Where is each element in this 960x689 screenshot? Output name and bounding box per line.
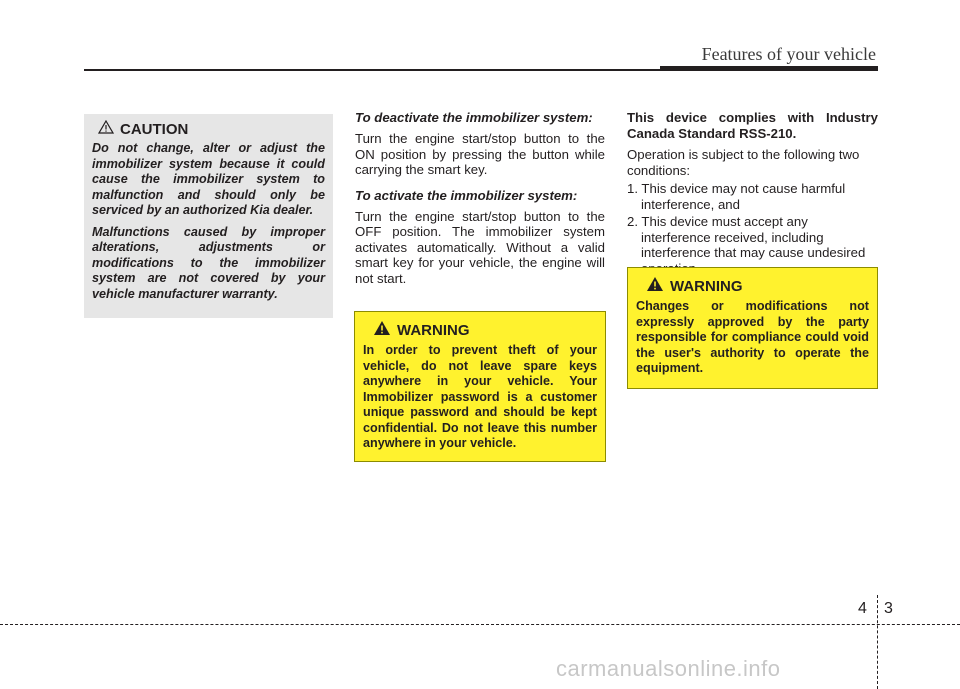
caution-paragraph-2: Malfunctions caused by improper alterations, adjustments or modifications to the immobilizer system are not covered by your vehicle manufacturer warranty. xyxy=(92,224,325,301)
warning1-text: In order to prevent theft of your vehicle, do not leave spare keys anywhere in your vehicle. Your Immobilizer password is a customer unique password and should be kept confidential. Do not leave this number anywhere in your vehicle. xyxy=(363,343,597,450)
header-rule-accent xyxy=(660,66,878,71)
activate-text: Turn the engine start/stop button to the OFF position. The immobilizer system activates automatically. Without a valid smart key for your vehicle, the engine will not start. xyxy=(355,208,605,286)
warning-triangle-icon xyxy=(646,276,664,296)
deactivate-heading: To deactivate the immobilizer system: xyxy=(355,110,593,125)
compliance-intro: Operation is subject to the following two conditions: xyxy=(627,147,860,178)
warning2-title-row xyxy=(646,276,869,296)
column-right xyxy=(627,110,878,278)
caution-paragraph-1: Do not change, alter or adjust the immobilizer system because it could cause the immobilizer system to malfunction and should only be serviced by an authorized Kia dealer. xyxy=(92,141,325,217)
watermark-link[interactable]: carmanualsonline.info xyxy=(556,656,781,681)
warning-triangle-icon xyxy=(373,320,391,340)
list-item: 2. This device must accept any interference received, including interference that may cause undesired xyxy=(627,214,866,260)
warning2-title: WARNING xyxy=(670,277,743,295)
chapter-number: 4 xyxy=(858,600,867,617)
warning-box-modifications xyxy=(627,267,878,389)
activate-heading: To activate the immobilizer system: xyxy=(355,187,578,203)
caution-box xyxy=(84,114,333,318)
footer-divider xyxy=(877,595,878,689)
footer-rule xyxy=(0,624,960,625)
page-number: 3 xyxy=(884,600,893,617)
caution-triangle-icon xyxy=(98,120,114,138)
warning1-title-row xyxy=(373,320,597,340)
section-header-title: Features of your vehicle xyxy=(701,44,876,64)
compliance-conditions-list xyxy=(627,181,878,276)
list-item: 1. This device may not cause harmful interference, and xyxy=(627,181,846,212)
warning1-title: WARNING xyxy=(397,321,470,339)
column-middle xyxy=(355,110,605,296)
warning-box-theft xyxy=(354,311,606,462)
warning2-text: Changes or modifications not expressly approved by the party responsible for compliance could void the user's authority to operate the equipment. xyxy=(636,299,869,375)
caution-title: CAUTION xyxy=(120,120,189,138)
deactivate-text: Turn the engine start/stop button to the ON position by pressing the button while carrying the smart key. xyxy=(355,131,605,177)
compliance-heading: This device complies with Industry Canada Standard RSS-210. xyxy=(627,110,878,141)
caution-title-row xyxy=(98,120,325,138)
